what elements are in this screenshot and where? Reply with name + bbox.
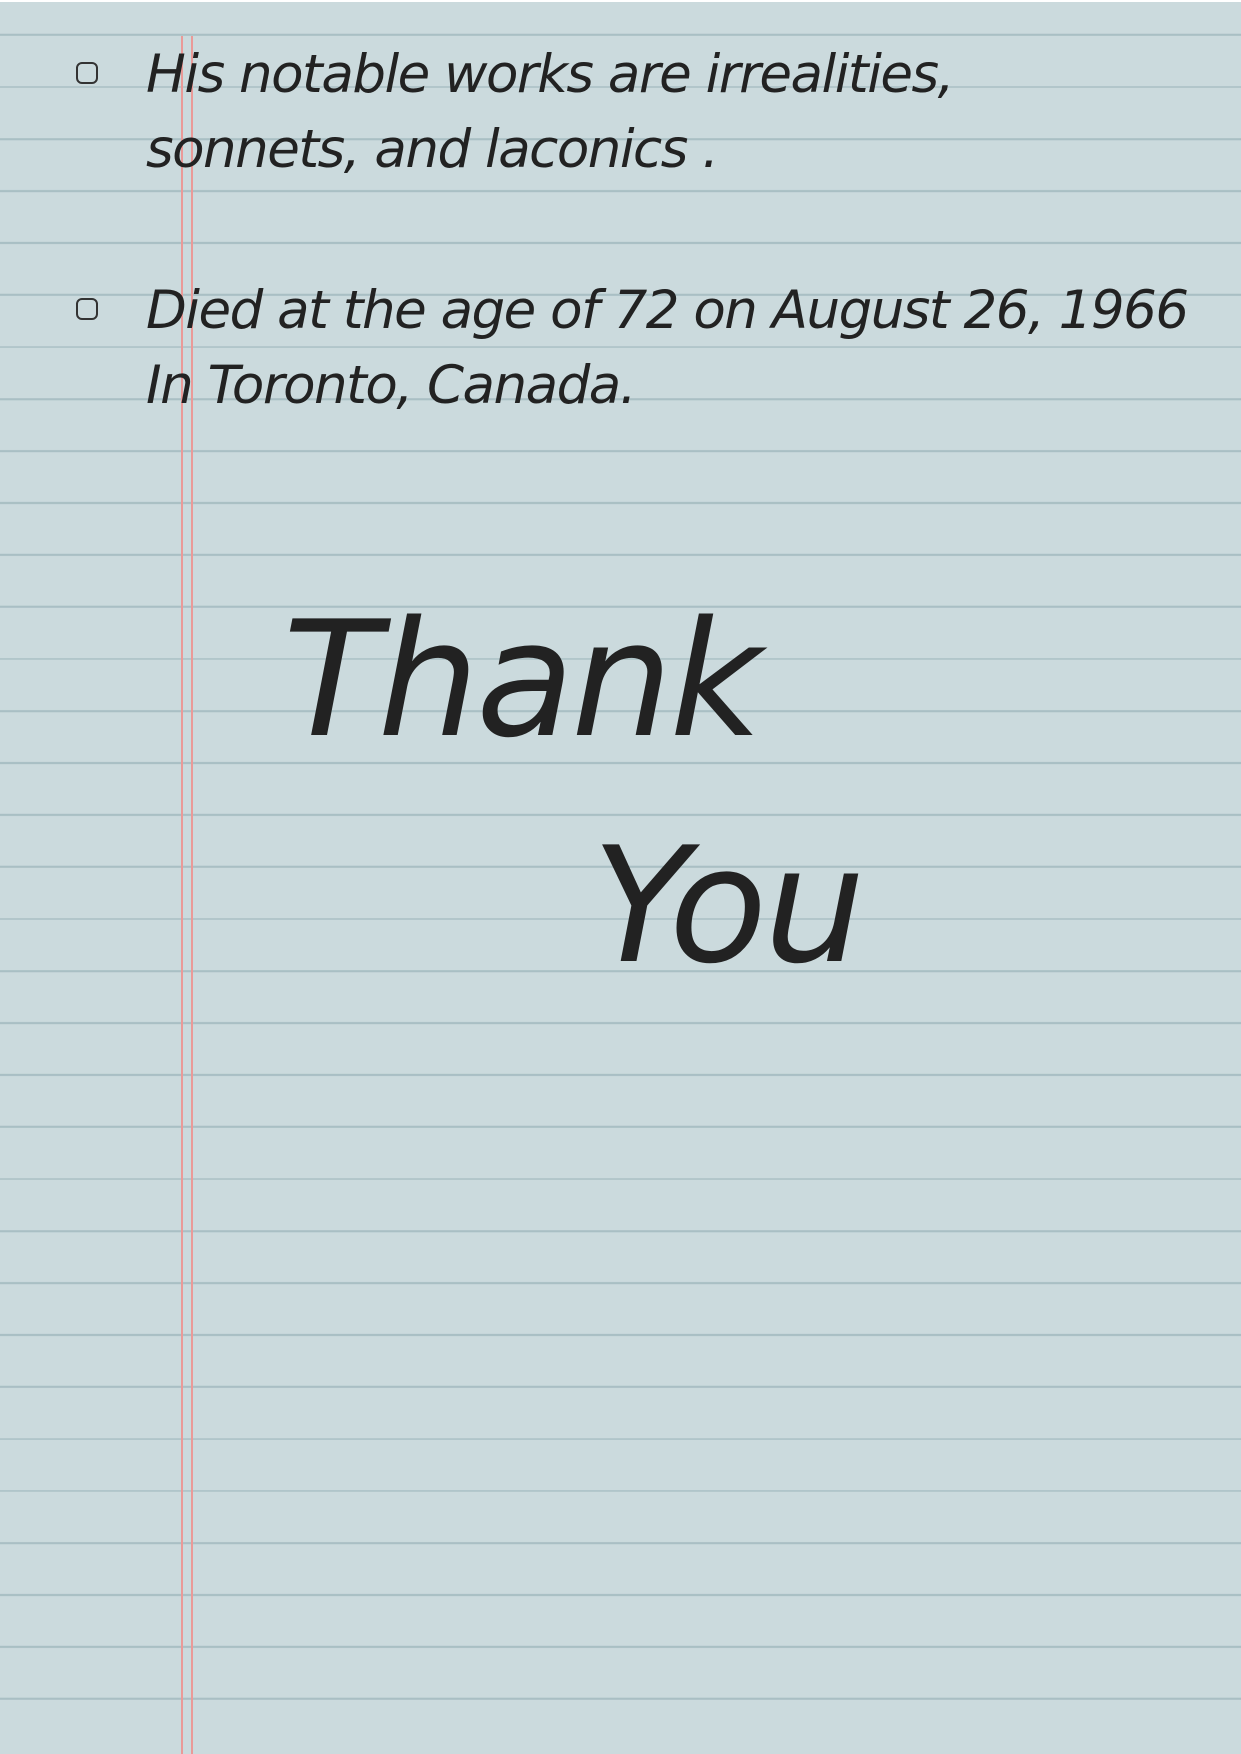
- closing-you: You: [592, 812, 863, 999]
- page-top-edge: [0, 0, 1241, 2]
- closing-thank: Thank: [283, 586, 760, 773]
- bullet-item-death: [146, 273, 1206, 423]
- checkbox-icon: [76, 298, 98, 320]
- bullet-text-line: In Toronto, Canada.: [146, 355, 636, 416]
- bullet-text-line: His notable works are irrealities,: [146, 44, 953, 105]
- bullet-text-line: sonnets, and laconics .: [146, 119, 718, 180]
- bullet-text-line: Died at the age of 72 on August 26, 1966: [146, 280, 1188, 341]
- bullet-item-notable-works: [146, 37, 1206, 187]
- checkbox-icon: [76, 62, 98, 84]
